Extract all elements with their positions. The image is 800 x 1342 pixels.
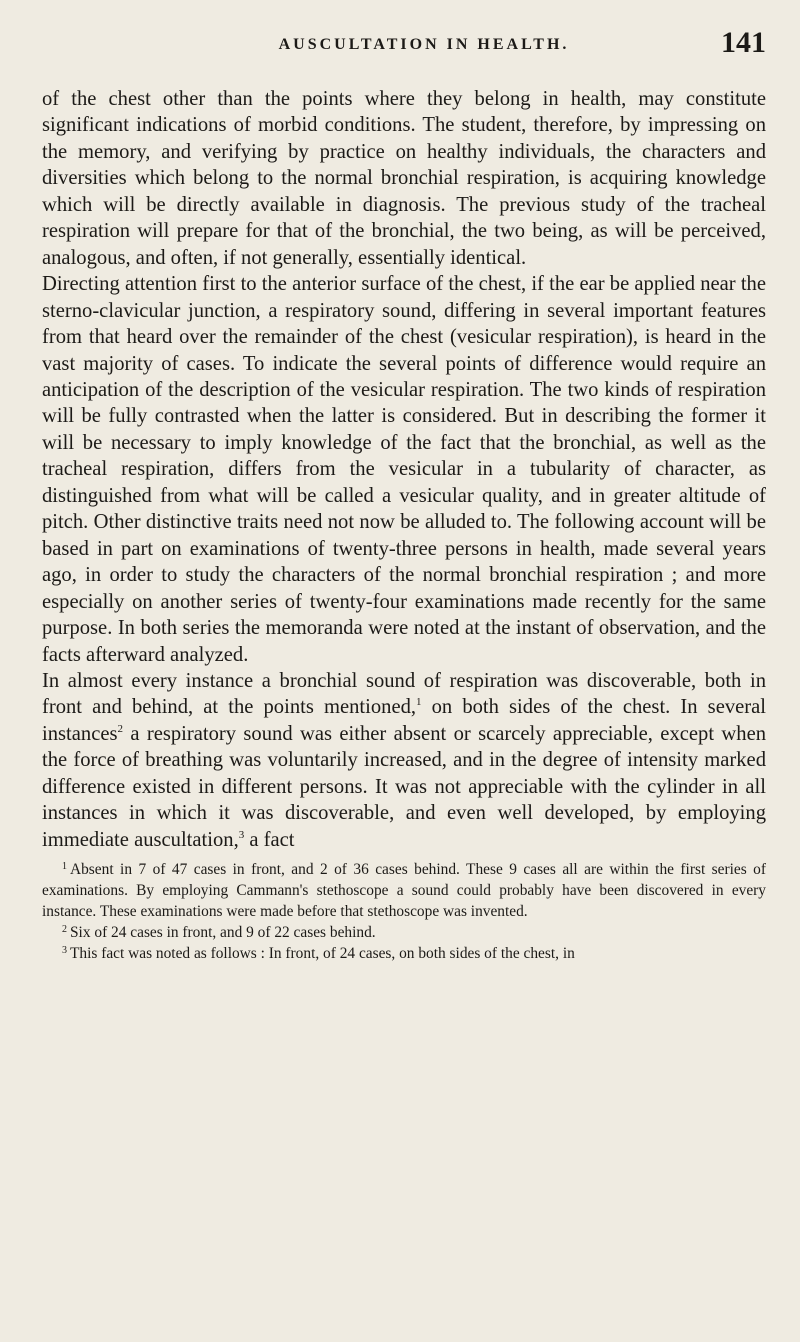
footnote-ref-1[interactable]: 1 bbox=[416, 696, 422, 709]
footnote-text: Absent in 7 of 47 cases in front, and 2 of 36 cases behind. These 9 cases all are within the first series of examinations. By employing Cammann's stethoscope a sound could probably have been discovered in every instance. These examinations were made before that stethoscope was invented. bbox=[42, 861, 766, 921]
footnote-mark: 1 bbox=[62, 861, 67, 873]
footnotes bbox=[42, 859, 766, 964]
footnote-ref-2[interactable]: 2 bbox=[117, 722, 123, 735]
paragraph-bronchial-sound-part3: a respiratory sound was either absent or scarcely appreciable, except when the force of breathing was voluntarily increased, and in the degree of intensity marked difference existed in different persons. It was not appreciable with the cylinder in all instances in which it was discoverable, and even well developed, by employing immediate auscultation, bbox=[42, 722, 766, 851]
body-text bbox=[42, 86, 766, 853]
running-head bbox=[42, 26, 766, 68]
paragraph-bronchial-sound-part2: on both sides of the chest. In several instances bbox=[42, 696, 766, 745]
paragraph-anterior-surface-text: Directing attention first to the anterior surface of the chest, if the ear be applied near the sterno-clavicular junction, a respiratory sound, differing in several important features from that heard over the remainder of the chest (vesicular respiration), is heard in the vast majority of cases. To indicate the several points of difference would require an anticipation of the description of the vesicular respiration. The two kinds of respiration will be fully contrasted when the latter is considered. But in describing the former it will be necessary to imply knowledge of the fact that the bronchial, as well as the tracheal respiration, differs from the vesicular in a tubularity of character, as distinguished from what will be called a vesicular quality, and in greater altitude of pitch. Other distinctive traits need not now be alluded to. The following account will be based in part on examinations of twenty-three persons in health, made several years ago, in order to study the characters of the normal bronchial respiration ; and more especially on another series of twenty-four examinations made recently for the same purpose. In both series the memoranda were noted at the instant of observation, and the facts afterward analyzed. bbox=[42, 273, 766, 666]
paragraph-anterior-surface bbox=[42, 271, 766, 668]
paragraph-bronchial-sound-part4: a fact bbox=[244, 828, 295, 851]
footnote-text: Six of 24 cases in front, and 9 of 22 cases behind. bbox=[70, 924, 376, 942]
footnote-1 bbox=[42, 859, 766, 922]
paragraph-continued: of the chest other than the points where they belong in health, may constitute significant indications of morbid conditions. The student, therefore, by impressing on the memory, and verifying by practice on healthy individuals, the characters and diversities which belong to the normal bronchial respiration, is acquiring knowledge which will be directly available in diagnosis. The previous study of the tracheal respiration will prepare for that of the bronchial, the two being, as will be perceived, analogous, and often, if not generally, essentially identical. bbox=[42, 88, 766, 269]
paragraph-bronchial-sound-part1: In almost every instance a bronchial sound of respiration was discoverable, both in front and behind, at the points mentioned, bbox=[42, 669, 766, 719]
footnote-mark: 2 bbox=[62, 924, 67, 936]
page-number: 141 bbox=[721, 26, 766, 59]
running-title: AUSCULTATION IN HEALTH. bbox=[278, 36, 570, 53]
footnote-3 bbox=[42, 943, 766, 964]
footnote-mark: 3 bbox=[62, 945, 67, 957]
footnote-ref-3[interactable]: 3 bbox=[238, 828, 245, 841]
book-page bbox=[42, 26, 766, 964]
footnote-text: This fact was noted as follows : In front, of 24 cases, on both sides of the chest, in bbox=[70, 945, 575, 963]
paragraph-bronchial-sound bbox=[42, 668, 766, 853]
footnote-2 bbox=[42, 922, 766, 943]
